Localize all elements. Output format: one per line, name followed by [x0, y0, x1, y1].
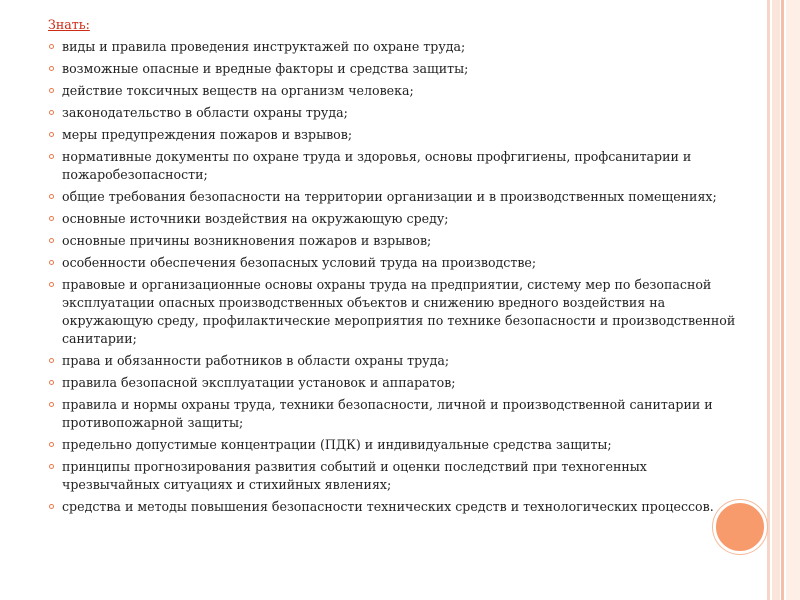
- list-item: [48, 148, 748, 184]
- list-item: [48, 396, 748, 432]
- list-item: [48, 254, 748, 272]
- list-item: [48, 126, 748, 144]
- list-item-text: возможные опасные и вредные факторы и средства защиты;: [62, 61, 469, 76]
- list-item-text: предельно допустимые концентрации (ПДК) и индивидуальные средства защиты;: [62, 437, 612, 452]
- list-item-text: основные причины возникновения пожаров и взрывов;: [62, 233, 432, 248]
- list-item: [48, 458, 748, 494]
- list-item: [48, 38, 748, 56]
- list-item: [48, 276, 748, 348]
- list-item: [48, 374, 748, 392]
- list-item: [48, 352, 748, 370]
- list-item-text: основные источники воздействия на окружающую среду;: [62, 211, 449, 226]
- list-item: [48, 82, 748, 100]
- list-item: [48, 232, 748, 250]
- list-item-text: правовые и организационные основы охраны труда на предприятии, систему мер по безопасной эксплуатации опасных производственных объектов и снижению вредного воздействия на окружающую среду, профилактические мероприятия по технике безопасности и производственной санитарии;: [62, 277, 736, 346]
- bullet-icon: [49, 154, 54, 159]
- bullet-list: [48, 38, 748, 516]
- decorative-stripe: [786, 0, 800, 600]
- slide-content: [48, 16, 748, 520]
- list-item-text: правила и нормы охраны труда, техники безопасности, личной и производственной санитарии и противопожарной защиты;: [62, 397, 713, 430]
- bullet-icon: [49, 44, 54, 49]
- bullet-icon: [49, 402, 54, 407]
- bullet-icon: [49, 110, 54, 115]
- list-item-text: нормативные документы по охране труда и здоровья, основы профгигиены, профсанитарии и пожаробезопасности;: [62, 149, 692, 182]
- list-item: [48, 210, 748, 228]
- list-item-text: законодательство в области охраны труда;: [62, 105, 348, 120]
- bullet-icon: [49, 216, 54, 221]
- list-item-text: средства и методы повышения безопасности технических средств и технологических процессов.: [62, 499, 714, 514]
- list-item-text: права и обязанности работников в области охраны труда;: [62, 353, 450, 368]
- list-item: [48, 104, 748, 122]
- list-item-text: виды и правила проведения инструктажей по охране труда;: [62, 39, 466, 54]
- list-item-text: меры предупреждения пожаров и взрывов;: [62, 127, 353, 142]
- list-item-text: правила безопасной эксплуатации установок и аппаратов;: [62, 375, 456, 390]
- decorative-stripe: [772, 0, 780, 600]
- bullet-icon: [49, 88, 54, 93]
- list-item-text: принципы прогнозирования развития событий и оценки последствий при техногенных чрезвычайных ситуациях и стихийных явлениях;: [62, 459, 647, 492]
- bullet-icon: [49, 504, 54, 509]
- list-item: [48, 188, 748, 206]
- decorative-stripe: [767, 0, 770, 600]
- bullet-icon: [49, 260, 54, 265]
- bullet-icon: [49, 238, 54, 243]
- list-item: [48, 498, 748, 516]
- bullet-icon: [49, 380, 54, 385]
- list-item-text: особенности обеспечения безопасных условий труда на производстве;: [62, 255, 537, 270]
- bullet-icon: [49, 442, 54, 447]
- list-item-text: общие требования безопасности на территории организации и в производственных помещениях;: [62, 189, 717, 204]
- slide-heading: Знать:: [48, 17, 90, 32]
- bullet-icon: [49, 358, 54, 363]
- list-item: [48, 60, 748, 78]
- bullet-icon: [49, 66, 54, 71]
- bullet-icon: [49, 194, 54, 199]
- bullet-icon: [49, 464, 54, 469]
- bullet-icon: [49, 282, 54, 287]
- bullet-icon: [49, 132, 54, 137]
- decorative-stripe: [781, 0, 784, 600]
- list-item-text: действие токсичных веществ на организм человека;: [62, 83, 414, 98]
- list-item: [48, 436, 748, 454]
